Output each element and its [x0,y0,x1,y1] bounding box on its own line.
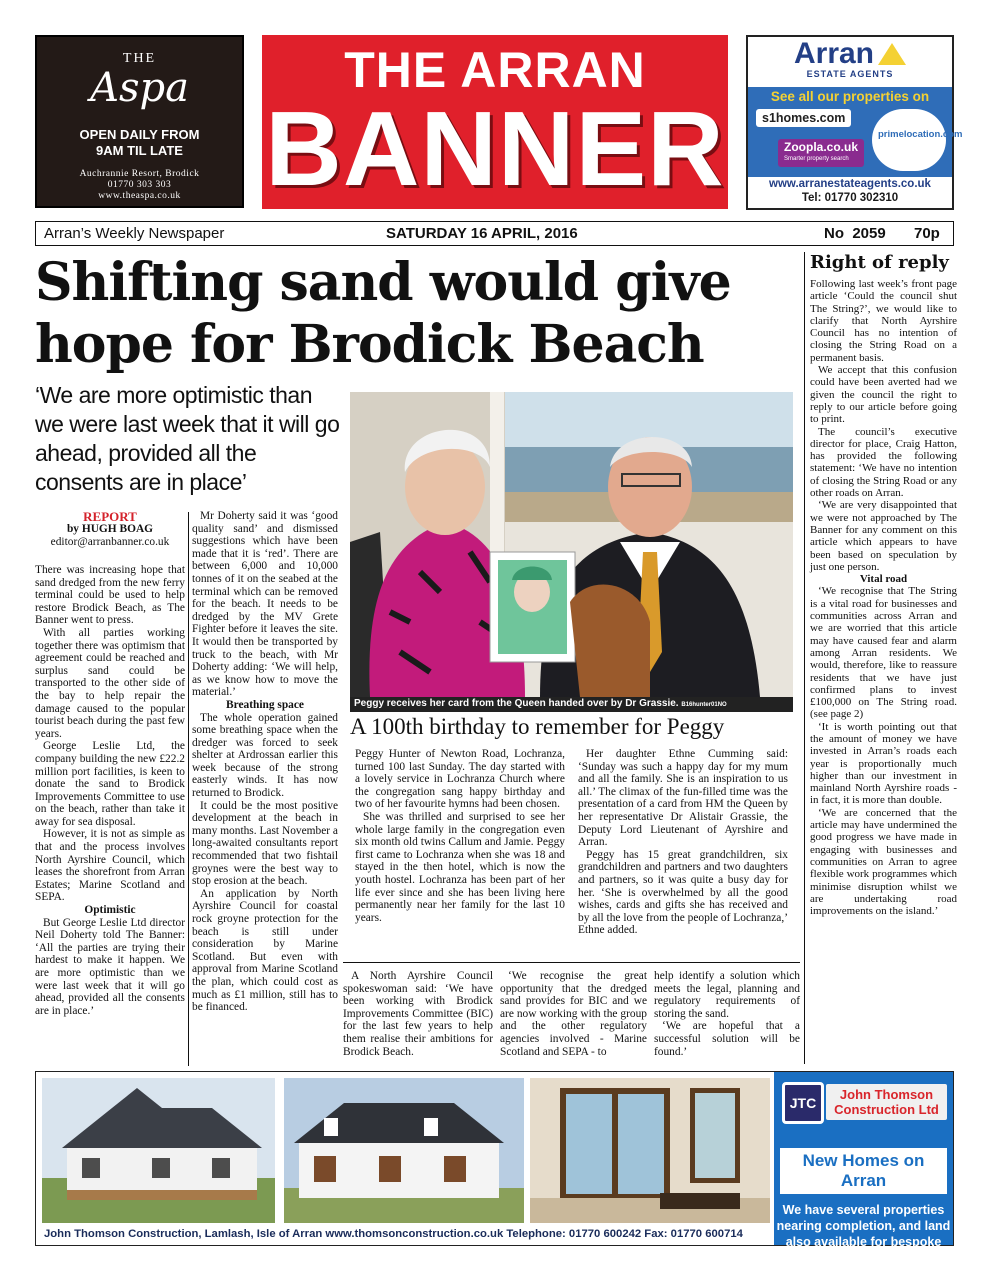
house-photo-1 [42,1078,275,1223]
thomson-text: We have several properties nearing completion, and land also available for bespoke development [776,1203,951,1265]
peggy-column-1 [355,748,565,924]
aspa-hours: 9AM TIL LATE [96,143,183,158]
lead-column-4 [500,970,647,1058]
paragraph: There was increasing hope that sand dredged from the new ferry terminal could be used to help restore Brodick Beach, as The Banner went to press. [35,564,185,627]
lead-column-5 [654,970,800,1058]
aspa-web[interactable]: www.theaspa.co.uk [98,191,181,201]
price: 70p [914,225,940,242]
thomson-advert[interactable] [35,1071,954,1265]
paragraph: Her daughter Ethne Cumming said: ‘Sunday was such a happy day for my mum and all the family. She is an inspiration to us all.’ The climax of the fun-filled time was the presentation of a card from HM the Queen by her representative Dr Alistair Grassie, the Deputy Lord Lieutenant of Ayrshire and Arran. [578,748,788,849]
paragraph: The whole operation gained some breathing space when the dredger was forced to seek shelter at Ardrossan earlier this week because of the strong easterly winds. It has now returned to Brodick. [192,711,338,800]
photo-caption: Peggy receives her card from the Queen handed over by Dr Grassie. B16hunter01NO [350,697,793,712]
lead-column-3 [343,970,493,1058]
issue-number: No 2059 [824,225,886,242]
lead-standfirst: ‘We are more optimistic than we were last week that it will go ahead, provided all the consents are in place’ [35,382,340,495]
paragraph: Following last week’s front page article ‘Could the council shut The String?’, we would like to clarify that North Ayrshire Council has no intention of closing the String Road on a permanent basis. [810,278,957,364]
byline [35,510,185,549]
thomson-panel [774,1072,953,1265]
aspa-phone: 01770 303 303 [107,180,172,190]
paragraph: We accept that this confusion could have been averted had we given the council the right to reply to our article before going to print. [810,364,957,426]
aspa-logo: Aspa [90,65,189,111]
story-divider [343,962,800,963]
paragraph: Peggy Hunter of Newton Road, Lochranza, turned 100 last Sunday. The day started with a lovely service in Lochranza Church where the congregation sang happy birthday and two of her favourite hymns had been chosen. [355,748,565,811]
reply-title: Right of reply [810,252,949,273]
subheading: Breathing space [226,698,304,711]
paragraph: Peggy has 15 great grandchildren, six grandchildren and partners and two daughters and partners, so it was quite a busy day for her. ‘She is overwhelmed by all the good wishes, cards and gifts she has received and by all the love from the people of Lochranza,’ Ethne added. [578,848,788,937]
house-photo-2 [284,1078,524,1223]
estate-web[interactable]: www.arranestateagents.co.uk [769,178,931,190]
paragraph: The council’s executive director for place, Craig Hatton, has provided the following statement: ‘We have no intention of closing the String Road or any other roads on Arran. [810,425,957,500]
paragraph: But George Leslie Ltd director Neil Doherty told The Banner: ‘All the parties are trying their hardest to make it happen. We are more optimistic than we were last week that it will go ahead, provided all the consents are in place.’ [35,916,185,1017]
author: by HUGH BOAG [66,523,154,535]
paragraph: A North Ayrshire Council spokeswoman said: ‘We have been working with Brodick Improvements Committee (BIC) for the last few years to help them realise their ambitions for Brodick Beach. [343,970,493,1058]
paragraph: ‘It is worth pointing out that the amount of money we have invested in Arran’s roads each year is proportionally much higher than our investment in mainland North Ayrshire roads - in fact, it is more than double. [810,720,957,807]
paragraph: George Leslie Ltd, the company building the new £22.2 million port facilities, is keen to donate the sand to Brodick Improvements Committee to use on the beach, rather than take it away for sea disposal. [35,740,185,828]
paragraph: However, it is not as simple as that and the process involves North Ayrshire Council, which leases the shorefront from Arran Estates; Marine Scotland and SEPA. [35,828,185,904]
right-of-reply [810,252,957,917]
estate-see: See all our properties on [770,89,930,104]
paragraph: Mr Doherty said it was ‘good quality sand’ and dismissed suggestions which have been made that it is ‘red’. There are between 6,000 and 10,000 tonnes of it on the seabed at the terminal which can be removed for the beach. It needs to be dredged by the MV Grete Fighter before it leaves the site. It would then be transported by truck to the beach, with Mr Doherty adding: ‘We will help, as we know how to move the material.’ [192,510,338,699]
thomson-footer: John Thomson Construction, Lamlash, Isle of Arran www.thomsonconstruction.co.uk Telephone: 01770 600242 Fax: 01770 600714 [44,1228,743,1240]
author-email[interactable]: editor@arranbanner.co.uk [50,536,170,548]
paragraph: ‘We are hopeful that a successful solution will be found.’ [654,1020,800,1058]
issue-date: SATURDAY 16 APRIL, 2016 [386,225,578,242]
peggy-headline: A 100th birthday to remember for Peggy [350,714,725,739]
s1homes-logo: s1homes.com [756,109,851,127]
peggy-column-2 [578,748,788,937]
jtc-logo: JTC [782,1082,824,1124]
estate-sub: ESTATE AGENTS [806,69,894,79]
estate-brand: Arran [748,39,952,69]
thomson-headline: New Homes on Arran [780,1148,947,1194]
aspa-the: THE [122,51,157,66]
column-rule [188,512,189,1066]
paragraph: ‘We are concerned that the article may have undermined the good progress we have made in engaging with businesses and communities on Arran to agree flexible work programmes which minimise disruption whilst we are undertaking road improvements on the island.’ [810,806,957,918]
tagline: Arran’s Weekly Newspaper [44,225,225,242]
report-label: REPORT [83,509,137,524]
paragraph: An application by North Ayrshire Council for coastal rock groyne protection for the beach is still under consideration by Marine Scotland. But even with approval from Marine Scotland the plan, which could cost as much as £1 million, still has to be financed. [192,887,338,1014]
zoopla-logo: Zoopla.co.uk Smarter property search [778,139,864,167]
paragraph: ‘We recognise that The String is a vital road for businesses and communities across Arran and we are worried that this article may have caused fear and alarm among Arran residents. We would, therefore, like to reassure residents that we have just confirmed plans to invest £100,000 on The String road. (see page 2) [810,585,957,721]
peggy-photo [350,392,793,697]
estate-tel: Tel: 01770 302310 [801,192,899,204]
subheading: Vital road [859,573,908,586]
estate-agents-advert[interactable] [746,35,963,210]
aspa-address: Auchrannie Resort, Brodick [79,169,200,179]
paragraph: help identify a solution which meets the legal, planning and regulatory requirements of storing the sand. [654,970,800,1020]
masthead-line1: THE ARRAN [344,42,646,98]
aspa-open: OPEN DAILY FROM [79,127,200,142]
date-bar [35,221,954,246]
paragraph: She was thrilled and surprised to see her whole large family in the congregation even six month old twins Callum and Jamie. Peggy first came to Lochranza when she was 18 and stayed in the then hotel, which is now the youth hostel. Lochranza has been part of her life ever since and she has been living here permanently near her family for the last 10 years. [355,810,565,924]
lead-column-1 [35,564,185,1017]
interior-photo [530,1078,770,1223]
primelocation-logo: primelocation.com [872,109,946,171]
paragraph: ‘We recognise the great opportunity that the dredged sand provides for BIC and we are now working with the group and the other regulatory agencies involved - Marine Scotland and SEPA - to [500,970,647,1058]
aspa-advert[interactable] [35,35,244,208]
paragraph: ‘We are very disappointed that we were not approached by The Banner for any comment on this article which appears to have been based on speculation by just one person. [810,499,957,573]
column-rule [804,252,805,1064]
paragraph: With all parties working together there was optimism that agreement could be reached and surplus sand could be transported to the other side of the bay to help repair the damage caused to the popular tourist beach during the past few years. [35,626,185,740]
subheading: Optimistic [84,904,136,917]
roof-icon [878,43,906,65]
masthead [262,35,728,209]
paragraph: It could be the most positive development at the beach in many months. Last November a long-awaited consultants report recommended that two fishtail groynes were the best way to stop erosion at the beach. [192,799,338,888]
lead-headline: Shifting sand would give hope for Brodick Beach [35,252,731,375]
thomson-name: John Thomson Construction Ltd [826,1084,947,1120]
masthead-line2: BANNER [265,90,725,208]
lead-column-2 [192,510,338,1014]
photo-illustration [350,392,793,697]
